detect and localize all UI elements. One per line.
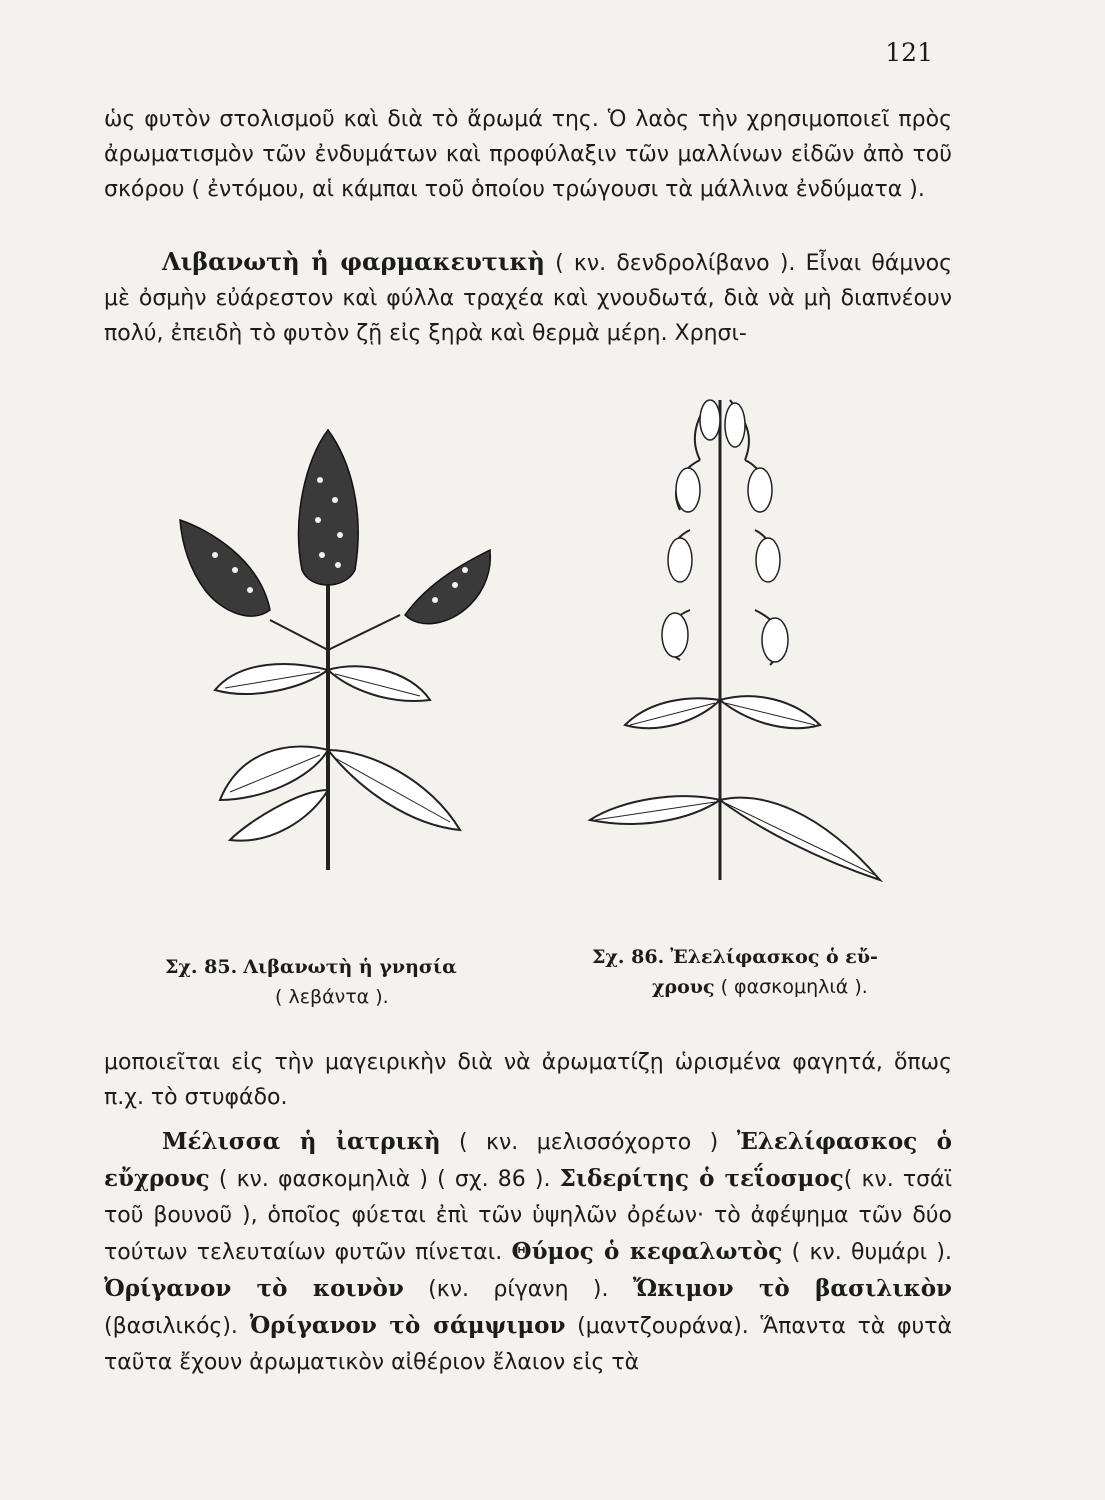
page-number: 121: [885, 38, 933, 67]
lavender-paragraph: [104, 244, 952, 351]
figure-85-name: Λιβανωτὴ ἡ γνησία: [243, 956, 457, 978]
intro-paragraph: [104, 102, 952, 207]
herb-sage: Ἐλελίφασκος ὁ εὔχρους: [104, 1128, 952, 1192]
herb-sideritis: Σιδερίτης ὁ τεΐοσμος: [559, 1165, 844, 1192]
figure-86-name-cont: χρους: [652, 976, 715, 998]
sage-illustration: [580, 380, 900, 890]
continuation-text: μοποιεῖται εἰς τὴν μαγειρικὴν διὰ νὰ ἀρωματίζῃ ὡρισμένα φαγητά, ὅπως π.χ. τὸ στυφάδο.: [104, 1050, 952, 1110]
intro-text: ὡς φυτὸν στολισμοῦ καὶ διὰ τὸ ἄρωμά της. Ὁ λαὸς τὴν χρησιμοποιεῖ πρὸς ἀρωματισμὸν τῶν ἐνδυμάτων καὶ προφύλαξιν τῶν μαλλίνων εἰδῶν ἀπὸ τοῦ σκόρου ( ἐντόμου, αἱ κάμπαι τοῦ ὁποίου τρώγουσι τὰ μάλλινα ἐνδύματα ).: [104, 107, 952, 202]
figure-85-caption: [165, 952, 495, 1012]
herb-melissa: Μέλισσα ἡ ἰατρικὴ: [162, 1128, 441, 1155]
herbs-paragraph: Μέλισσα ἡ ἰατρικὴ ( κν. μελισσόχορτο ) Ἐλελίφασκος ὁ εὔχρους ( κν. φασκομηλιὰ ) ( σχ. 86 ). Σιδερίτης ὁ τεΐοσμος( κν. τσάϊ τοῦ βουνοῦ ), ὁποῖος φύεται ἐπὶ τῶν ὑψηλῶν ὀρέων· τὸ ἀφέψημα τῶν δύο τούτων τελευταίων φυτῶν πίνεται. Θύμος ὁ κεφαλωτὸς ( κν. θυμάρι ). Ὀρίγανον τὸ κοινὸν (κν. ρίγανη ). Ὤκιμον τὸ βασιλικὸν (βασιλικός). Ὀρίγανον τὸ σάμψιμον (μαντζουράνα). Ἅπαντα τὰ φυτὰ ταῦτα ἔχουν ἀρωματικὸν αἰθέριον ἔλαιον εἰς τὰ: [104, 1128, 953, 1375]
figure-86-caption: [592, 942, 932, 1002]
herb-oregano: Ὀρίγανον τὸ κοινὸν: [104, 1275, 404, 1302]
herb-marjoram: Ὀρίγανον τὸ σάμψιμον: [249, 1312, 566, 1339]
continuation-paragraph: [104, 1045, 952, 1115]
lavender-term: Λιβανωτὴ ἡ φαρμακευτικὴ: [162, 247, 545, 276]
figure-85-common: ( λεβάντα ).: [275, 986, 389, 1008]
herb-basil: Ὤκιμον τὸ βασιλικὸν: [632, 1275, 952, 1302]
herb-thyme: Θύμος ὁ κεφαλωτὸς: [511, 1238, 783, 1265]
figure-86-number: Σχ. 86.: [592, 946, 665, 968]
lavender-illustration: [160, 420, 500, 890]
figure-86-common: ( φασκομηλιά ).: [720, 976, 868, 998]
figure-86-name: Ἐλελίφασκος ὁ εὔ-: [670, 946, 878, 968]
lavender-text: ( κν. δενδρολίβανο ). Εἶναι θάμνος μὲ ὀσμὴν εὐάρεστον καὶ φύλλα τραχέα καὶ χνουδωτά, διὰ νὰ μὴ διαπνέουν πολύ, ἐπειδὴ τὸ φυτὸν ζῇ εἰς ξηρὰ καὶ θερμὰ μέρη. Χρησι-: [104, 251, 952, 346]
figure-85-number: Σχ. 85.: [165, 956, 238, 978]
